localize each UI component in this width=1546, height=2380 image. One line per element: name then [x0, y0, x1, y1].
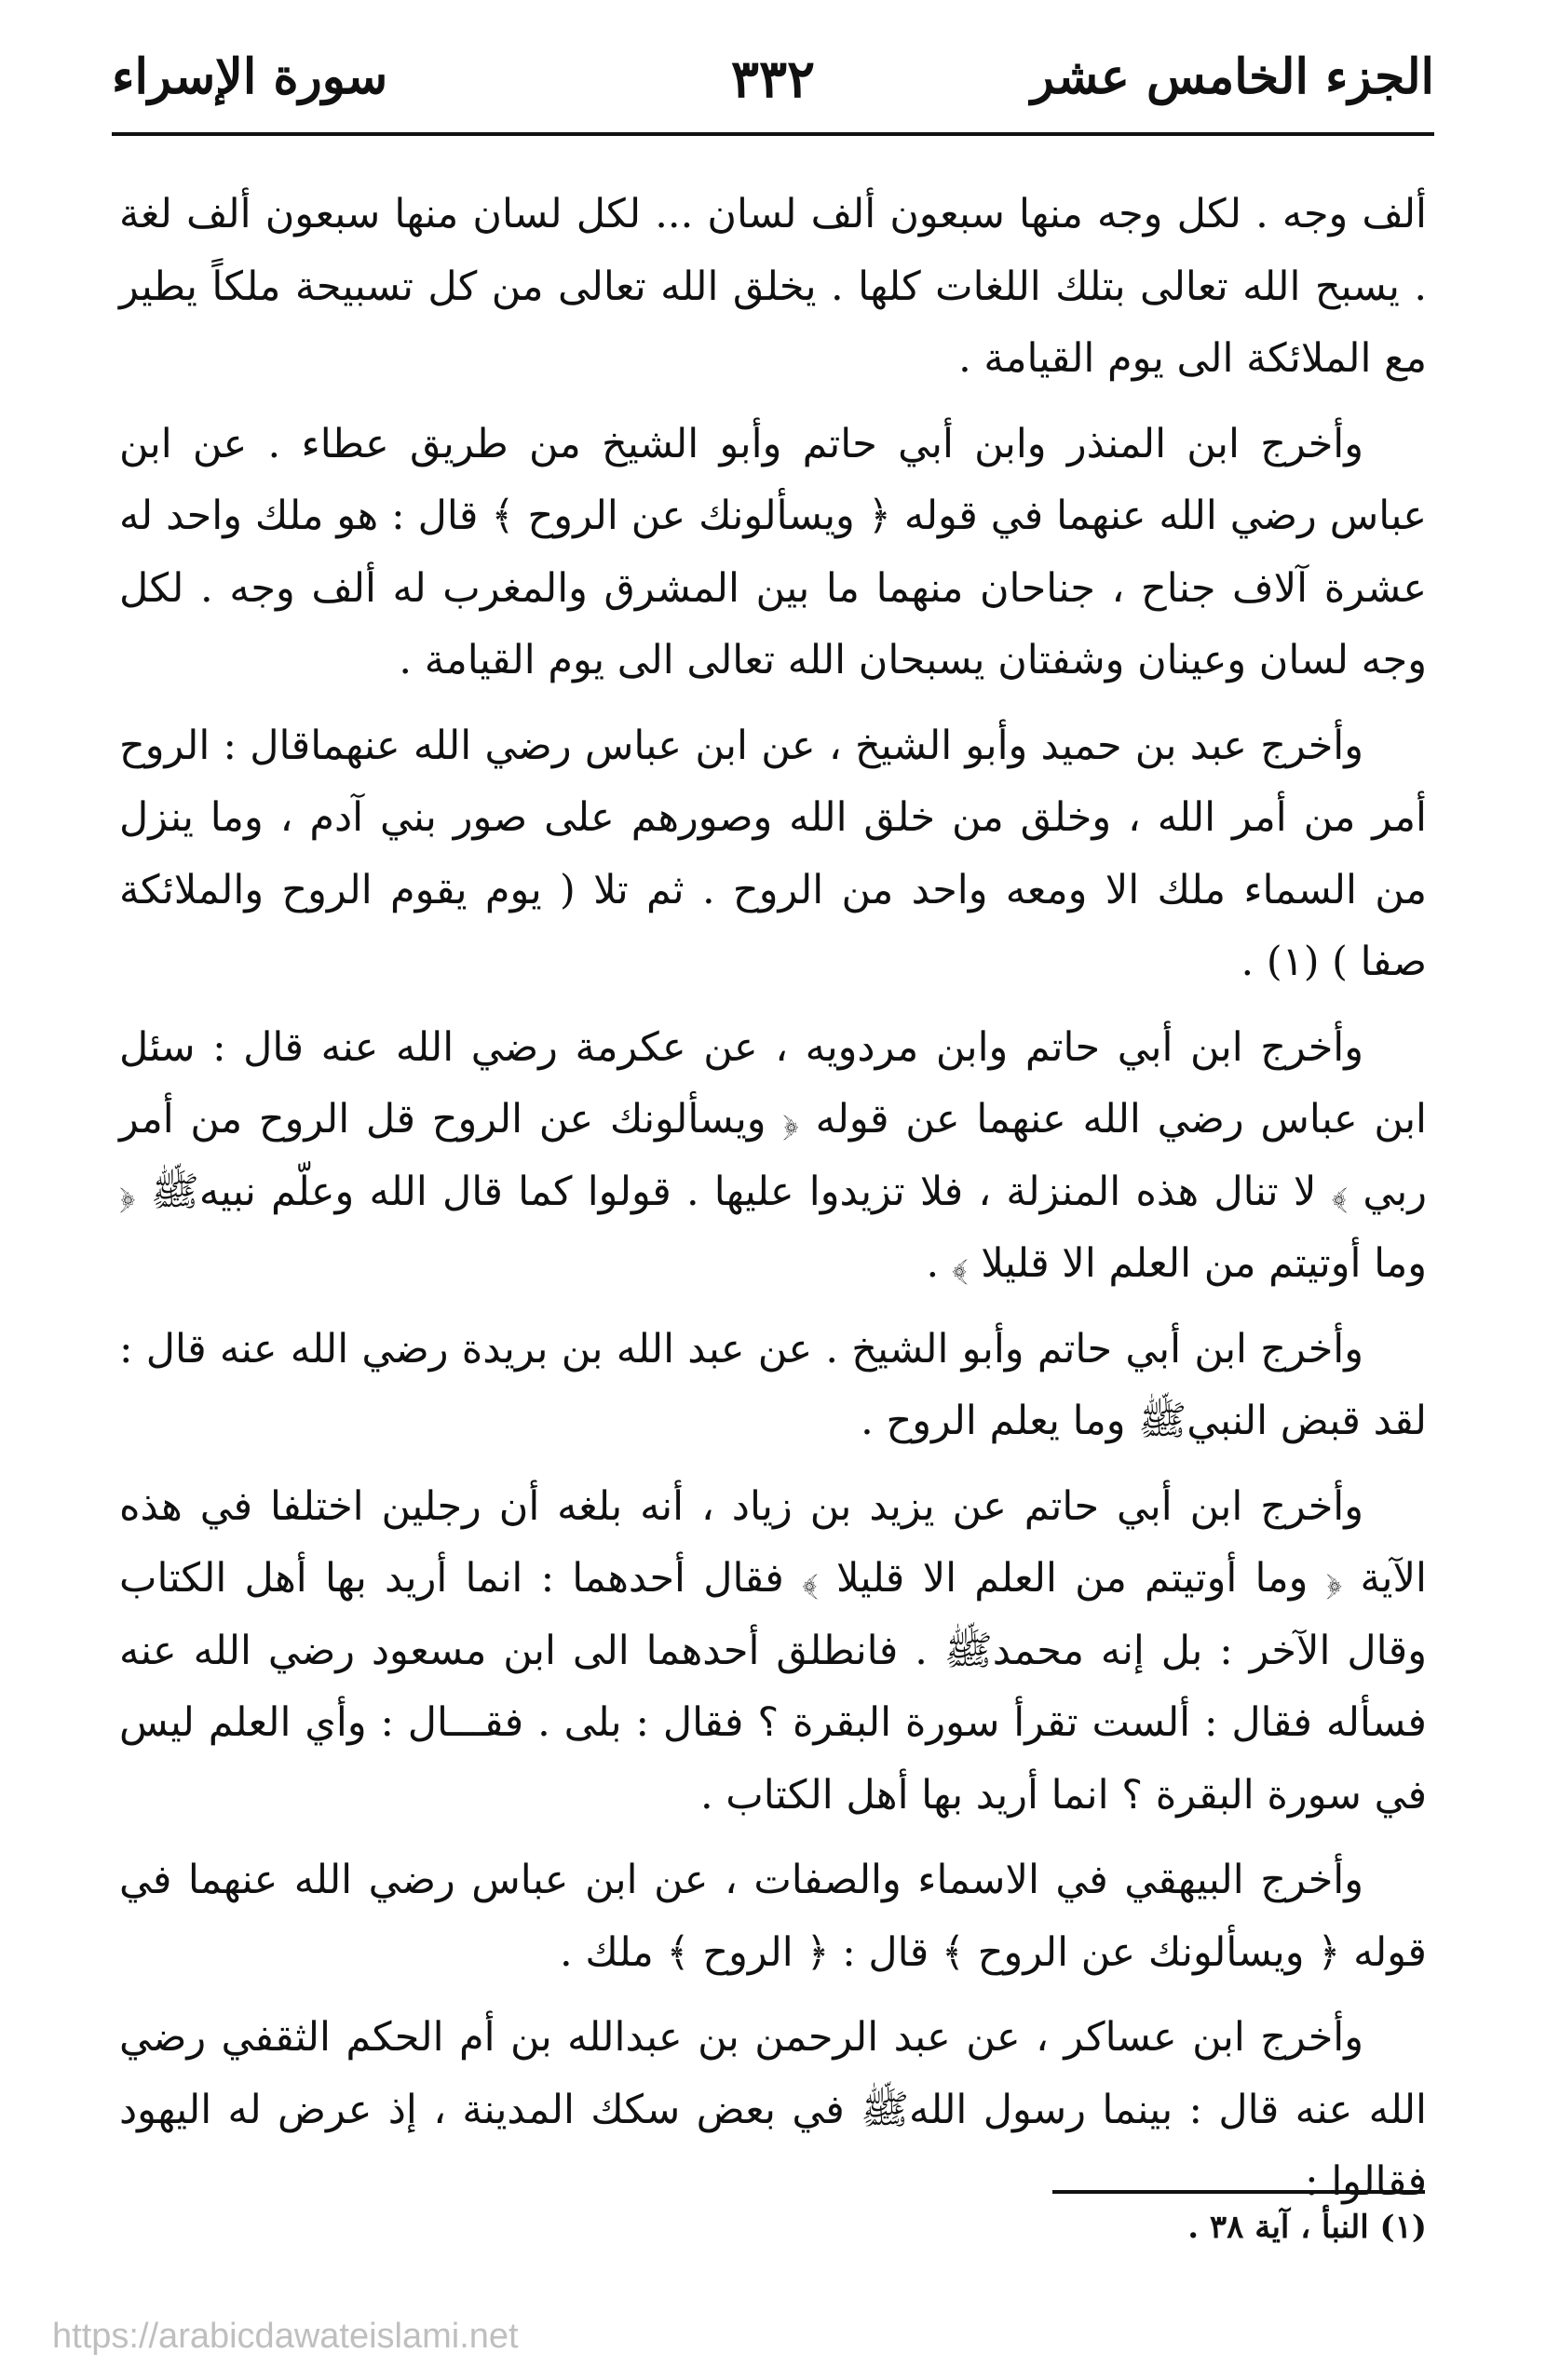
footnote: (١) النبأ ، آية ٣٨ .: [1187, 2209, 1427, 2246]
header-divider: [112, 132, 1434, 136]
watermark-url: https://arabicdawateislami.net: [52, 2317, 519, 2356]
footnote-divider: [1052, 2190, 1425, 2194]
paragraph: وأخرج ابن عساكر ، عن عبد الرحمن بن عبدالله بن أم الحكم الثقفي رضي الله عنه قال : بينما رسول اللهﷺ في بعض سكك المدينة ، إذ عرض له اليهود فقالوا :: [119, 2014, 1427, 2205]
page-header: [112, 48, 1434, 127]
paragraph: وأخرج ابن أبي حاتم عن يزيد بن زياد ، أنه بلغه أن رجلين اختلفا في هذه الآية ﴿ وما أوتيتم من العلم الا قليلا ﴾ فقال أحدهما : انما أريد بها أهل الكتاب وقال الآخر : بل إنه محمدﷺ . فانطلق أحدهما الى ابن مسعود رضي الله عنه فسأله فقال : ألست تقرأ سورة البقرة ؟ فقال : بلى . فقـــال : وأي العلم ليس في سورة البقرة ؟ انما أريد بها أهل الكتاب .: [119, 1482, 1427, 1819]
paragraph: ألف وجه . لكل وجه منها سبعون ألف لسان ... لكل لسان منها سبعون ألف لغة . يسبح الله تعالى بتلك اللغات كلها . يخلق الله تعالى من كل تسبيحة ملكاً يطير مع الملائكة الى يوم القيامة .: [119, 191, 1427, 382]
paragraph: وأخرج ابن المنذر وابن أبي حاتم وأبو الشيخ من طريق عطاء . عن ابن عباس رضي الله عنهما في قوله ﴿ ويسألونك عن الروح ﴾ قال : هو ملك واحد له عشرة آلاف جناح ، جناحان منهما ما بين المشرق والمغرب له ألف وجه . لكل وجه لسان وعينان وشفتان يسبحان الله تعالى الى يوم القيامة .: [119, 420, 1427, 683]
paragraph: وأخرج البيهقي في الاسماء والصفات ، عن ابن عباس رضي الله عنهما في قوله ﴿ ويسألونك عن الروح ﴾ قال : ﴿ الروح ﴾ ملك .: [119, 1857, 1427, 1976]
paragraph: وأخرج ابن أبي حاتم وابن مردويه ، عن عكرمة رضي الله عنه قال : سئل ابن عباس رضي الله عنهما عن قوله ﴿ ويسألونك عن الروح قل الروح من أمر ربي ﴾ لا تنال هذه المنزلة ، فلا تزيدوا عليها . قولوا كما قال الله وعلّم نبيهﷺ ﴿ وما أوتيتم من العلم الا قليلا ﴾ .: [119, 1023, 1427, 1287]
surah-label: سورة الإسراء: [112, 48, 388, 105]
paragraph: وأخرج ابن أبي حاتم وأبو الشيخ . عن عبد الله بن بريدة رضي الله عنه قال : لقد قبض النبيﷺ وما يعلم الروح .: [119, 1325, 1427, 1444]
paragraph: وأخرج عبد بن حميد وأبو الشيخ ، عن ابن عباس رضي الله عنهماقال : الروح أمر من أمر الله ، وخلق من خلق الله وصورهم على صور بني آدم ، وما ينزل من السماء ملك الا ومعه واحد من الروح . ثم تلا ( يوم يقوم الروح والملائكة صفا ) (١) .: [119, 722, 1427, 985]
main-text: [119, 179, 1427, 2232]
part-label: الجزء الخامس عشر: [1030, 48, 1434, 105]
page-number: ٣٣٢: [730, 48, 816, 110]
